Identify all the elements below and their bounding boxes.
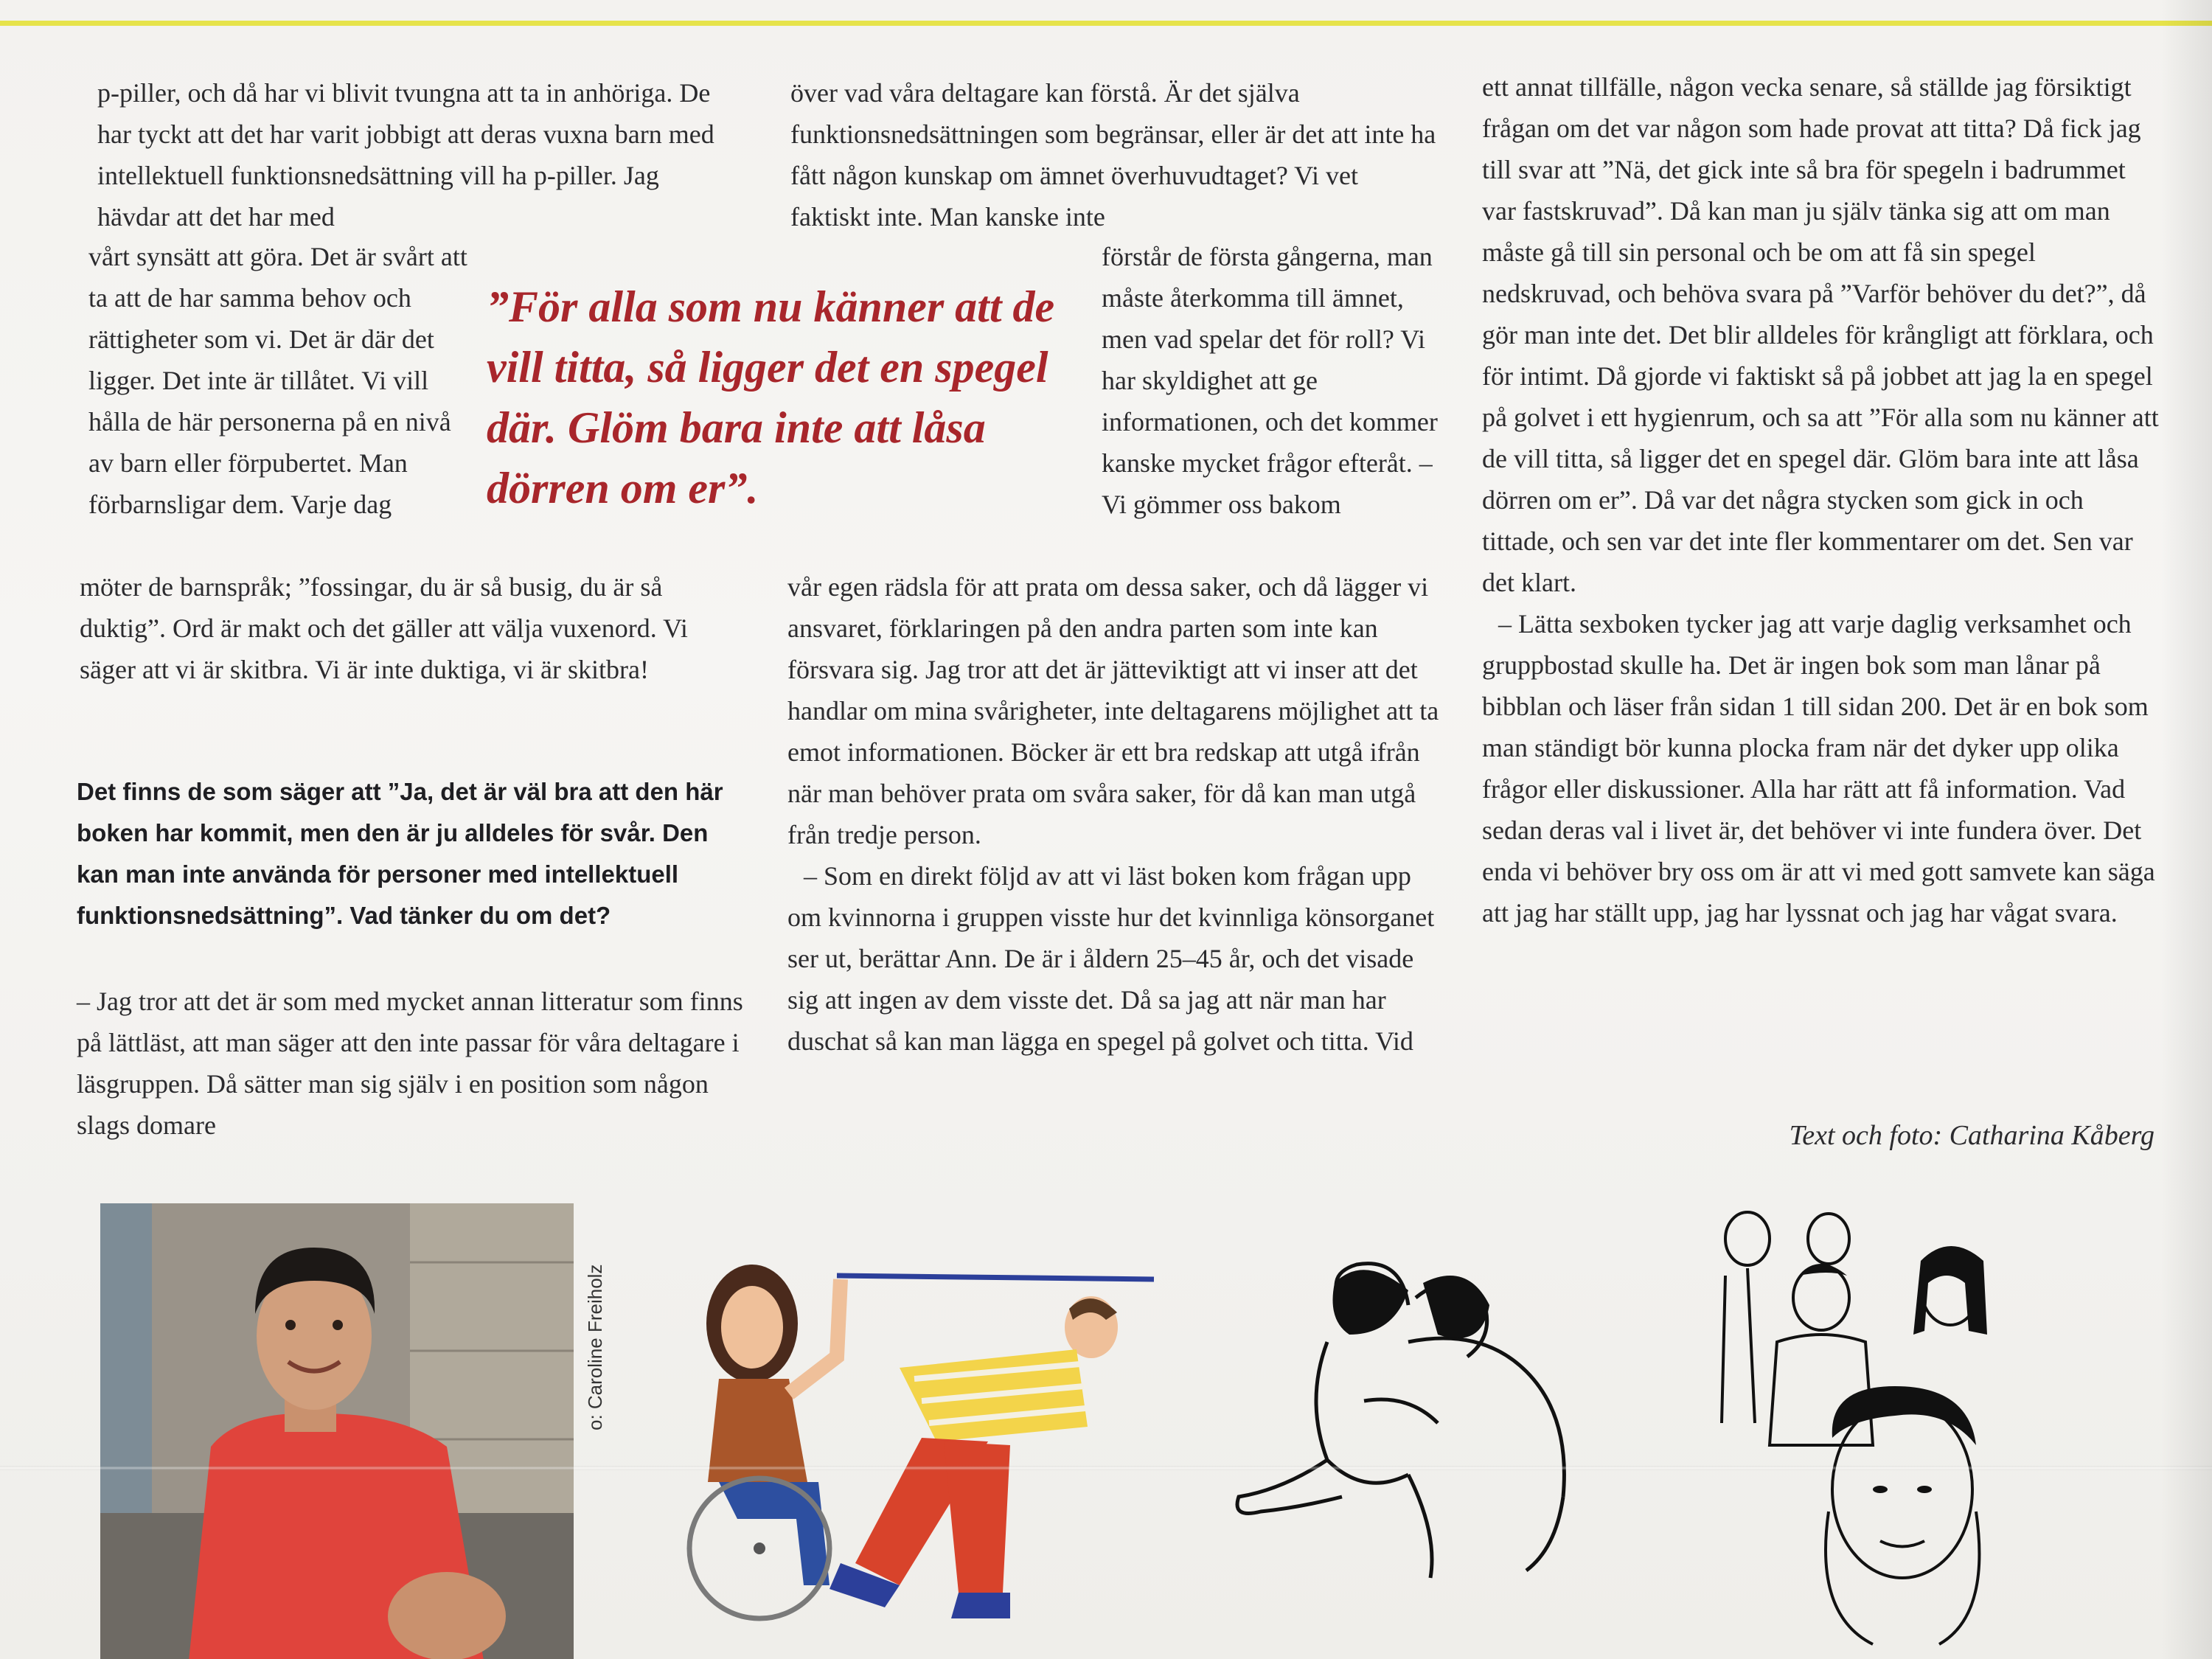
column2-paragraph-top: över vad våra deltagare kan förstå. Är det själva funktionsnedsättningen som begränsar, eller är det att inte ha fått någon kunskap om ämnet överhuvudtaget? Vi vet faktiskt inte. Man kanske inte <box>790 78 1436 232</box>
column1-paragraph-top: p-piller, och då har vi blivit tvungna att ta in anhöriga. De har tyckt att det har varit jobbigt att deras vuxna barn med intellektuell funktionsnedsättning vill ha p-piller. Jag hävdar att det har med <box>97 78 714 232</box>
faces-illustration <box>1703 1202 2160 1652</box>
article-credit: Text och foto: Catharina Kåberg <box>1789 1120 2154 1151</box>
page-fold <box>0 1466 2212 1470</box>
page-edge-shadow <box>2160 0 2212 1659</box>
column2-paragraph-main: vår egen rädsla för att prata om dessa saker, och då lägger vi ansvaret, förklaringen på den andra parten som inte kan försvara sig. Jag tror att det är jätteviktigt att vi inser att det handlar om mina svårigheter, inte deltagarens möjlighet att ta emot informationen. Böcker är ett bra redskap att utgå ifrån när man behöver prata om svåra saker, för då kan man utgå från tredje person. – Som en direkt följd av att vi läst boken kom frågan upp om kvinnorna i gruppen visste hur det kvinnliga könsorganet ser ut, berättar Ann. De är i åldern 25–45 år, och det visade sig att ingen av dem visste det. Då sa jag att när man har duschat så kan man lägga en spegel på golvet och titta. Vid <box>787 572 1439 1056</box>
interview-question: Det finns de som säger att ”Ja, det är väl bra att den här boken har kommit, men den är ju alldeles för svår. Den kan man inte använda för personer med intellektuell funktionsnedsättning”. Vad tänker du om det? <box>77 778 723 929</box>
column2-paragraph-wrap: förstår de första gångerna, man måste återkomma till ämnet, men vad spelar det för roll? Vi har skyldighet att ge informationen, och det kommer kanske mycket frågor efteråt. – Vi gömmer oss bakom <box>1102 242 1438 519</box>
wheelchair-illustration <box>678 1239 1165 1630</box>
portrait-photo <box>100 1203 574 1659</box>
interview-answer: – Jag tror att det är som med mycket annan litteratur som finns på lättläst, att man säger att den inte passar för våra deltagare i läsgruppen. Då sätter man sig själv i en position som någon slags domare <box>77 987 743 1140</box>
column1-paragraph-wrap: vårt synsätt att göra. Det är svårt att ta att de har samma behov och rättigheter som vi. Det är där det ligger. Det inte är tillåtet. Vi vill hålla de här personerna på en nivå av barn eller förpubertet. Man förbarnsligar dem. Varje dag <box>88 242 467 519</box>
couple-illustration <box>1217 1253 1630 1600</box>
pull-quote: ”För alla som nu känner att de vill titta, så ligger det en spegel där. Glöm bara inte att låsa dörren om er”. <box>487 282 1055 512</box>
photo-credit: o: Caroline Freiholz <box>584 1264 606 1430</box>
column3-text: ett annat tillfälle, någon vecka senare, så ställde jag försiktigt frågan om det var någon som hade provat att titta? Då fick jag till svar att ”Nä, det gick inte så bra för spegeln i badrummet var fastskruvad”. Då kan man ju själv tänka sig att om man måste gå till sin personal och be om att få sin spegel nedskruvad, och behöva svara på ”Varför behöver du det?”, då gör man inte det. Det blir alldeles för krångligt att förklara, och för intimt. Då gjorde vi faktiskt så på jobbet att jag la en spegel på golvet i ett hygienrum, och sa att ”För alla som nu känner att de vill titta, så ligger det en spegel där. Glöm bara inte att låsa dörren om er”. Då var det några stycken som gick in och tittade, och sen var det inte fler kommentarer om det. Sen var det klart. – Lätta sexboken tycker jag att varje daglig verksamhet och gruppbostad skulle ha. Det är ingen bok som man lånar på bibblan och läser från sidan 1 till sidan 200. Det är en bok som man ständigt bör kunna plocka fram när det dyker upp olika frågor eller diskussioner. Alla har rätt att få information. Vad sedan deras val i livet är, det behöver vi inte fundera över. Det enda vi behöver bry oss om är att vi med gott samvete kan säga att jag har ställt upp, jag har lyssnat och jag har vågat svara. <box>1482 72 2159 928</box>
portrait-illustration <box>100 1203 574 1659</box>
top-yellow-rule <box>0 21 2212 26</box>
column1-paragraph-bottom: möter de barnspråk; ”fossingar, du är så busig, du är så duktig”. Ord är makt och det gäller att välja vuxenord. Vi säger att vi är skitbra. Vi är inte duktiga, vi är skitbra! <box>80 572 688 684</box>
